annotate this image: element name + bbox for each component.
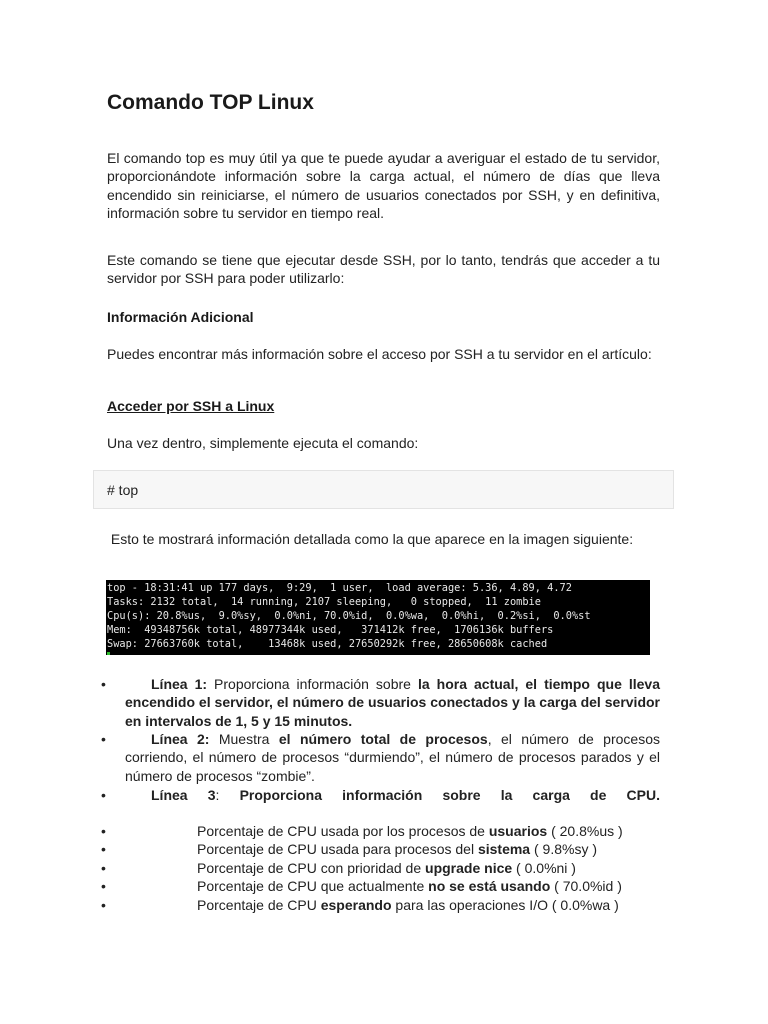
bullet-line-3	[125, 786, 660, 804]
bullet-marker: •	[101, 878, 106, 894]
terminal-screenshot	[106, 580, 650, 655]
page-title: Comando TOP Linux	[107, 91, 314, 114]
instruction-paragraph: Una vez dentro, simplemente ejecuta el comando:	[107, 435, 419, 451]
terminal-line-2: Tasks: 2132 total, 14 running, 2107 sleeping, 0 stopped, 11 zombie	[107, 596, 541, 608]
info-heading: Información Adicional	[107, 309, 254, 325]
terminal-intro-paragraph: Esto te mostrará información detallada como la que aparece en la imagen siguiente:	[107, 531, 634, 547]
line-1-bold: la hora actual, el tiempo que lleva encendido el servidor, el número de usuarios conectados y la carga del servidor en intervalos de 1, 5 y 15 minutos.	[125, 676, 661, 729]
cpu-item-idle: Porcentaje de CPU que actualmente no se está usando ( 70.0%id )	[197, 878, 622, 894]
info-paragraph: Puedes encontrar más información sobre el acceso por SSH a tu servidor en el artículo:	[107, 346, 652, 362]
line-2-text-end: , el número de procesos corriendo, el número de procesos “durmiendo”, el número de procesos parados y el número de procesos “zombie”.	[125, 731, 660, 784]
terminal-line-5: Swap: 27663760k total, 13468k used, 27650292k free, 28650608k cached	[107, 638, 548, 650]
line-3-colon: :	[215, 787, 240, 803]
line-2-text: Muestra	[209, 731, 279, 747]
line-2-bold: el número total de procesos	[278, 731, 488, 747]
bullet-marker: •	[101, 676, 106, 692]
bullet-marker: •	[101, 823, 106, 839]
cpu-item-users: Porcentaje de CPU usada por los procesos de usuarios ( 20.8%us )	[197, 823, 623, 839]
line-1-text: Proporciona información sobre	[207, 676, 418, 692]
terminal-line-3: Cpu(s): 20.8%us, 9.0%sy, 0.0%ni, 70.0%id, 0.0%wa, 0.0%hi, 0.2%si, 0.0%st	[107, 610, 591, 622]
code-text: # top	[107, 482, 139, 498]
intro-paragraph: El comando top es muy útil ya que te puede ayudar a averiguar el estado de tu servidor, proporcionándote información sobre la carga actual, el número de días que lleva encendido sin reiniciarse, el número de usuarios conectados por SSH, y en definitiva, información sobre tu servidor en tiempo real.	[107, 150, 660, 222]
line-3-bold: Proporciona información sobre la carga de CPU.	[239, 787, 660, 803]
ssh-paragraph: Este comando se tiene que ejecutar desde SSH, por lo tanto, tendrás que acceder a tu servidor por SSH para poder utilizarlo:	[107, 252, 660, 287]
cpu-item-wait: Porcentaje de CPU esperando para las operaciones I/O ( 0.0%wa )	[197, 897, 619, 913]
bullet-marker: •	[101, 731, 106, 747]
terminal-cursor	[107, 652, 110, 655]
bullet-marker: •	[101, 897, 106, 913]
line-1-label: Línea 1:	[151, 676, 208, 692]
bullet-line-2	[125, 730, 660, 785]
line-3-label: Línea 3	[151, 787, 216, 803]
bullet-marker: •	[101, 860, 106, 876]
cpu-item-system: Porcentaje de CPU usada para procesos del sistema ( 9.8%sy )	[197, 841, 598, 857]
cpu-item-nice: Porcentaje de CPU con prioridad de upgrade nice ( 0.0%ni )	[197, 860, 576, 876]
bullet-marker: •	[101, 841, 106, 857]
ssh-article-link[interactable]: Acceder por SSH a Linux	[107, 398, 275, 414]
bullet-marker: •	[101, 787, 106, 803]
line-2-label: Línea 2:	[151, 731, 210, 747]
terminal-line-4: Mem: 49348756k total, 48977344k used, 371412k free, 1706136k buffers	[107, 624, 554, 636]
code-block	[93, 470, 674, 509]
terminal-line-1: top - 18:31:41 up 177 days, 9:29, 1 user, load average: 5.36, 4.89, 4.72	[107, 582, 572, 594]
bullet-line-1	[125, 675, 660, 730]
